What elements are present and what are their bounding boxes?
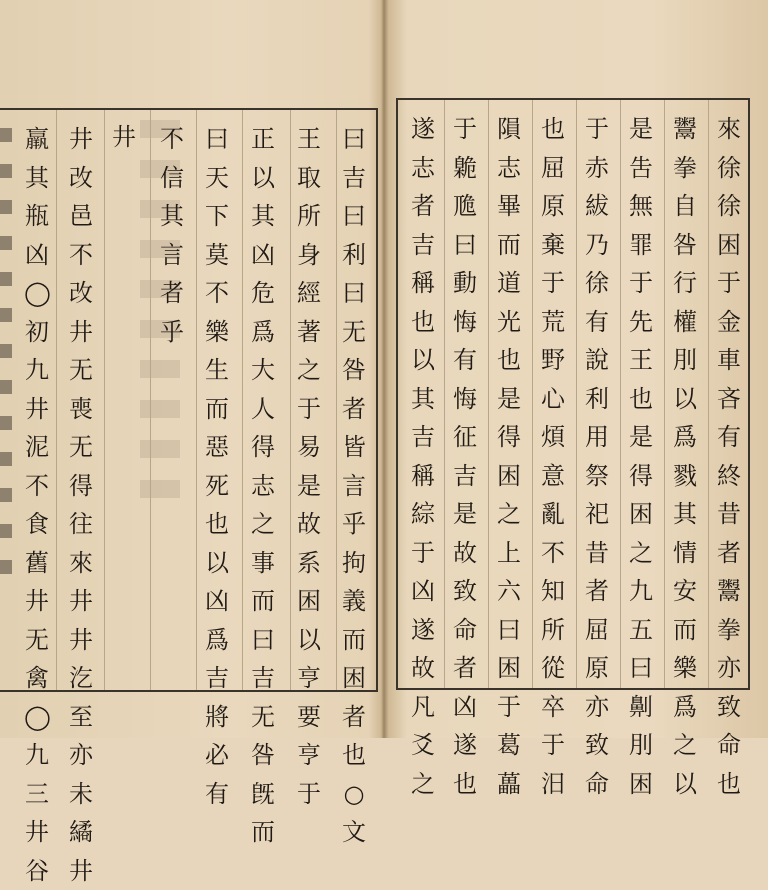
glyph: 五 [628, 611, 654, 650]
glyph: 乎 [341, 505, 367, 544]
glyph: 九 [628, 572, 654, 611]
glyph: 昔 [584, 534, 610, 573]
glyph: 汨 [540, 765, 566, 804]
glyph: 先 [628, 303, 654, 342]
glyph: 莫 [204, 236, 230, 275]
glyph: 之 [628, 534, 654, 573]
glyph: 也 [452, 765, 478, 804]
glyph: 臲 [452, 149, 478, 188]
glyph: 藟 [496, 765, 522, 804]
glyph: 邑 [68, 197, 94, 236]
glyph: 井 [68, 852, 94, 890]
glyph: 屈 [540, 149, 566, 188]
glyph: 戮 [672, 457, 698, 496]
glyph: 祭 [584, 457, 610, 496]
glyph: 赤 [584, 149, 610, 188]
glyph: 棄 [540, 226, 566, 265]
glyph: 情 [672, 534, 698, 573]
glyph: 曰 [204, 120, 230, 159]
text-column [410, 110, 436, 803]
glyph: 困 [296, 582, 322, 621]
glyph: 改 [68, 274, 94, 313]
column-rule [104, 110, 105, 690]
glyph: 者 [159, 274, 185, 313]
text-column [672, 110, 698, 803]
glyph: 遂 [410, 611, 436, 650]
glyph: 凡 [410, 688, 436, 727]
glyph: 天 [204, 159, 230, 198]
glyph: 以 [250, 159, 276, 198]
glyph: 其 [250, 197, 276, 236]
glyph: 鬻 [716, 572, 742, 611]
glyph: 故 [452, 534, 478, 573]
glyph: 下 [204, 197, 230, 236]
glyph: 故 [296, 505, 322, 544]
glyph: 困 [628, 765, 654, 804]
glyph: 乎 [159, 313, 185, 352]
glyph: 有 [716, 418, 742, 457]
column-rule [56, 110, 57, 690]
glyph: 生 [204, 351, 230, 390]
glyph: 于 [540, 726, 566, 765]
glyph: 得 [496, 418, 522, 457]
glyph: 而 [496, 226, 522, 265]
glyph: 刖 [628, 726, 654, 765]
column-rule [532, 100, 533, 688]
glyph: 而 [341, 621, 367, 660]
glyph: 劓 [628, 688, 654, 727]
glyph: 凶 [410, 572, 436, 611]
glyph: 利 [584, 380, 610, 419]
glyph: 畢 [496, 187, 522, 226]
glyph: 是 [296, 467, 322, 506]
glyph: 而 [250, 813, 276, 852]
glyph: 樂 [204, 313, 230, 352]
glyph: 致 [584, 726, 610, 765]
glyph: 往 [68, 505, 94, 544]
glyph: 遂 [452, 726, 478, 765]
glyph: 刖 [672, 341, 698, 380]
glyph: 征 [452, 418, 478, 457]
glyph: 徐 [716, 149, 742, 188]
section-title: 井 [112, 118, 136, 157]
glyph: 有 [584, 303, 610, 342]
right-page [386, 0, 768, 738]
glyph: 爲 [672, 418, 698, 457]
text-column [716, 110, 742, 803]
glyph: 葛 [496, 726, 522, 765]
glyph: 志 [250, 467, 276, 506]
glyph: 舊 [24, 544, 50, 583]
glyph: 汔 [68, 659, 94, 698]
glyph: 所 [296, 197, 322, 236]
glyph: 終 [716, 457, 742, 496]
column-rule [336, 110, 337, 690]
glyph: 無 [628, 187, 654, 226]
glyph: 徐 [584, 264, 610, 303]
glyph: 易 [296, 428, 322, 467]
glyph: 不 [540, 534, 566, 573]
glyph: 心 [540, 380, 566, 419]
glyph: 无 [341, 313, 367, 352]
glyph: 吉 [250, 659, 276, 698]
text-column [296, 120, 322, 813]
glyph: 樂 [672, 649, 698, 688]
glyph: 吿 [628, 149, 654, 188]
text-column [341, 120, 367, 852]
glyph: 喪 [68, 390, 94, 429]
glyph: 以 [296, 621, 322, 660]
glyph: 六 [496, 572, 522, 611]
glyph: 无 [24, 621, 50, 660]
glyph: 以 [410, 341, 436, 380]
glyph: 而 [204, 390, 230, 429]
glyph: 命 [452, 611, 478, 650]
column-rule [196, 110, 197, 690]
glyph: 于 [410, 534, 436, 573]
glyph: 亨 [296, 736, 322, 775]
glyph: 无 [68, 351, 94, 390]
glyph: 罪 [628, 226, 654, 265]
glyph: 也 [204, 505, 230, 544]
glyph: 意 [540, 457, 566, 496]
column-rule [150, 110, 151, 690]
glyph: 行 [672, 264, 698, 303]
glyph: ○ [341, 775, 367, 814]
glyph: 困 [496, 457, 522, 496]
glyph: 者 [584, 572, 610, 611]
glyph: 者 [341, 698, 367, 737]
glyph: 者 [410, 187, 436, 226]
text-column [159, 120, 185, 351]
glyph: 初 [24, 313, 50, 352]
glyph: 惡 [204, 428, 230, 467]
glyph: 井 [24, 813, 50, 852]
text-column [24, 120, 50, 890]
glyph: 系 [296, 544, 322, 583]
glyph: 也 [628, 380, 654, 419]
glyph: 有 [452, 341, 478, 380]
glyph: 咎 [250, 736, 276, 775]
glyph: 吉 [410, 418, 436, 457]
glyph: 王 [296, 120, 322, 159]
glyph: 來 [716, 110, 742, 149]
glyph: 大 [250, 351, 276, 390]
glyph: 不 [204, 274, 230, 313]
glyph: 也 [496, 341, 522, 380]
glyph: 信 [159, 159, 185, 198]
left-page-frame [0, 108, 378, 692]
glyph: 不 [159, 120, 185, 159]
glyph: 祀 [584, 495, 610, 534]
glyph: 說 [584, 341, 610, 380]
glyph: 屈 [584, 611, 610, 650]
glyph: 者 [341, 390, 367, 429]
glyph: 荒 [540, 303, 566, 342]
glyph: 正 [250, 120, 276, 159]
glyph: 无 [68, 428, 94, 467]
glyph: 瓶 [24, 197, 50, 236]
glyph: 言 [159, 236, 185, 275]
glyph: 原 [540, 187, 566, 226]
glyph: 有 [204, 775, 230, 814]
glyph: 是 [628, 110, 654, 149]
glyph: 自 [672, 187, 698, 226]
column-rule [620, 100, 621, 688]
glyph: 也 [716, 765, 742, 804]
glyph: 不 [68, 236, 94, 275]
glyph: 爲 [204, 621, 230, 660]
text-column [496, 110, 522, 803]
glyph: 拘 [341, 544, 367, 583]
glyph: 鬻 [672, 110, 698, 149]
glyph: 亦 [584, 688, 610, 727]
glyph: 未 [68, 775, 94, 814]
glyph: 羸 [24, 120, 50, 159]
glyph: 凶 [452, 688, 478, 727]
glyph: 上 [496, 534, 522, 573]
glyph: 九 [24, 351, 50, 390]
glyph: 志 [410, 149, 436, 188]
glyph: 拳 [716, 611, 742, 650]
left-page [0, 0, 382, 738]
glyph: 將 [204, 698, 230, 737]
glyph: 金 [716, 303, 742, 342]
glyph: 者 [716, 534, 742, 573]
glyph: 之 [672, 726, 698, 765]
glyph: 綜 [410, 495, 436, 534]
glyph: 爻 [410, 726, 436, 765]
glyph: 而 [672, 611, 698, 650]
glyph: 爲 [250, 313, 276, 352]
glyph: 光 [496, 303, 522, 342]
glyph: 吉 [204, 659, 230, 698]
glyph: 吉 [452, 457, 478, 496]
glyph: 困 [716, 226, 742, 265]
glyph: 野 [540, 341, 566, 380]
glyph: 皆 [341, 428, 367, 467]
glyph: 曰 [250, 621, 276, 660]
glyph: 凶 [24, 236, 50, 275]
glyph: 于 [628, 264, 654, 303]
glyph: 要 [296, 698, 322, 737]
glyph: 從 [540, 649, 566, 688]
glyph: 著 [296, 313, 322, 352]
glyph: 乃 [584, 226, 610, 265]
glyph: 于 [584, 110, 610, 149]
glyph: 動 [452, 264, 478, 303]
text-column [68, 120, 94, 890]
glyph: 于 [716, 264, 742, 303]
glyph: 拳 [672, 149, 698, 188]
text-column [584, 110, 610, 803]
glyph: 昔 [716, 495, 742, 534]
glyph: 車 [716, 341, 742, 380]
glyph: 利 [341, 236, 367, 275]
glyph: 于 [452, 110, 478, 149]
glyph: ◯ [24, 698, 50, 737]
glyph: 其 [159, 197, 185, 236]
glyph: 井 [24, 582, 50, 621]
glyph: 凶 [250, 236, 276, 275]
glyph: 故 [410, 649, 436, 688]
glyph: 道 [496, 264, 522, 303]
glyph: 曰 [496, 611, 522, 650]
glyph: 致 [452, 572, 478, 611]
text-column [250, 120, 276, 852]
glyph: 命 [716, 726, 742, 765]
glyph: 也 [410, 303, 436, 342]
glyph: 徐 [716, 187, 742, 226]
glyph: 用 [584, 418, 610, 457]
glyph: 所 [540, 611, 566, 650]
glyph: 井 [68, 582, 94, 621]
glyph: 食 [24, 505, 50, 544]
glyph: 亨 [296, 659, 322, 698]
glyph: 至 [68, 698, 94, 737]
glyph: 咎 [672, 226, 698, 265]
glyph: 不 [24, 467, 50, 506]
glyph: 曰 [341, 120, 367, 159]
glyph: 言 [341, 467, 367, 506]
glyph: 煩 [540, 418, 566, 457]
glyph: 是 [452, 495, 478, 534]
glyph: 曰 [341, 274, 367, 313]
glyph: 泥 [24, 428, 50, 467]
glyph: 得 [250, 428, 276, 467]
column-rule [444, 100, 445, 688]
text-column [452, 110, 478, 803]
glyph: 事 [250, 544, 276, 583]
glyph: 旣 [250, 775, 276, 814]
glyph: 是 [496, 380, 522, 419]
glyph: ◯ [24, 274, 50, 313]
glyph: 亦 [68, 736, 94, 775]
glyph: 身 [296, 236, 322, 275]
glyph: 以 [672, 765, 698, 804]
glyph: 之 [496, 495, 522, 534]
glyph: 稱 [410, 264, 436, 303]
glyph: 死 [204, 467, 230, 506]
column-rule [488, 100, 489, 688]
glyph: 之 [250, 505, 276, 544]
column-rule [576, 100, 577, 688]
glyph: 吉 [410, 226, 436, 265]
glyph: 之 [296, 351, 322, 390]
glyph: 而 [250, 582, 276, 621]
glyph: 也 [341, 736, 367, 775]
glyph: 悔 [452, 380, 478, 419]
column-rule [664, 100, 665, 688]
glyph: 无 [250, 698, 276, 737]
glyph: 于 [296, 775, 322, 814]
glyph: 其 [672, 495, 698, 534]
glyph: 以 [672, 380, 698, 419]
glyph: 得 [68, 467, 94, 506]
glyph: 取 [296, 159, 322, 198]
glyph: 九 [24, 736, 50, 775]
glyph: 井 [68, 313, 94, 352]
right-page-frame [396, 98, 750, 690]
glyph: 卒 [540, 688, 566, 727]
glyph: 曰 [341, 197, 367, 236]
glyph: 困 [628, 495, 654, 534]
glyph: 其 [410, 380, 436, 419]
glyph: 曰 [628, 649, 654, 688]
glyph: 吝 [716, 380, 742, 419]
glyph: 人 [250, 390, 276, 429]
glyph: 谷 [24, 852, 50, 890]
glyph: 咎 [341, 351, 367, 390]
glyph: 于 [296, 390, 322, 429]
glyph: 亂 [540, 495, 566, 534]
glyph: 必 [204, 736, 230, 775]
glyph: 是 [628, 418, 654, 457]
glyph: 于 [540, 264, 566, 303]
text-column [204, 120, 230, 813]
glyph: 曰 [452, 226, 478, 265]
glyph: 凶 [204, 582, 230, 621]
glyph: 亦 [716, 649, 742, 688]
glyph: 井 [24, 390, 50, 429]
glyph: 王 [628, 341, 654, 380]
glyph: 吉 [341, 159, 367, 198]
text-column [628, 110, 654, 803]
glyph: 遂 [410, 110, 436, 149]
text-column [540, 110, 566, 803]
glyph: 三 [24, 775, 50, 814]
glyph: 以 [204, 544, 230, 583]
column-rule [708, 100, 709, 688]
glyph: 致 [716, 688, 742, 727]
glyph: 原 [584, 649, 610, 688]
glyph: 悔 [452, 303, 478, 342]
glyph: 知 [540, 572, 566, 611]
glyph: 文 [341, 813, 367, 852]
glyph: 井 [68, 621, 94, 660]
glyph: 其 [24, 159, 50, 198]
glyph: 困 [496, 649, 522, 688]
glyph: 安 [672, 572, 698, 611]
glyph: 危 [250, 274, 276, 313]
glyph: 卼 [452, 187, 478, 226]
glyph: 禽 [24, 659, 50, 698]
glyph: 繘 [68, 813, 94, 852]
glyph: 改 [68, 159, 94, 198]
glyph: 者 [452, 649, 478, 688]
glyph: 經 [296, 274, 322, 313]
glyph: 志 [496, 149, 522, 188]
column-rule [242, 110, 243, 690]
glyph: 困 [341, 659, 367, 698]
column-rule [290, 110, 291, 690]
glyph: 隕 [496, 110, 522, 149]
glyph: 稱 [410, 457, 436, 496]
glyph: 井 [68, 120, 94, 159]
glyph: 之 [410, 765, 436, 804]
glyph: 權 [672, 303, 698, 342]
glyph: 命 [584, 765, 610, 804]
glyph: 爲 [672, 688, 698, 727]
glyph: 于 [496, 688, 522, 727]
glyph: 來 [68, 544, 94, 583]
glyph: 也 [540, 110, 566, 149]
glyph: 得 [628, 457, 654, 496]
glyph: 義 [341, 582, 367, 621]
glyph: 紱 [584, 187, 610, 226]
